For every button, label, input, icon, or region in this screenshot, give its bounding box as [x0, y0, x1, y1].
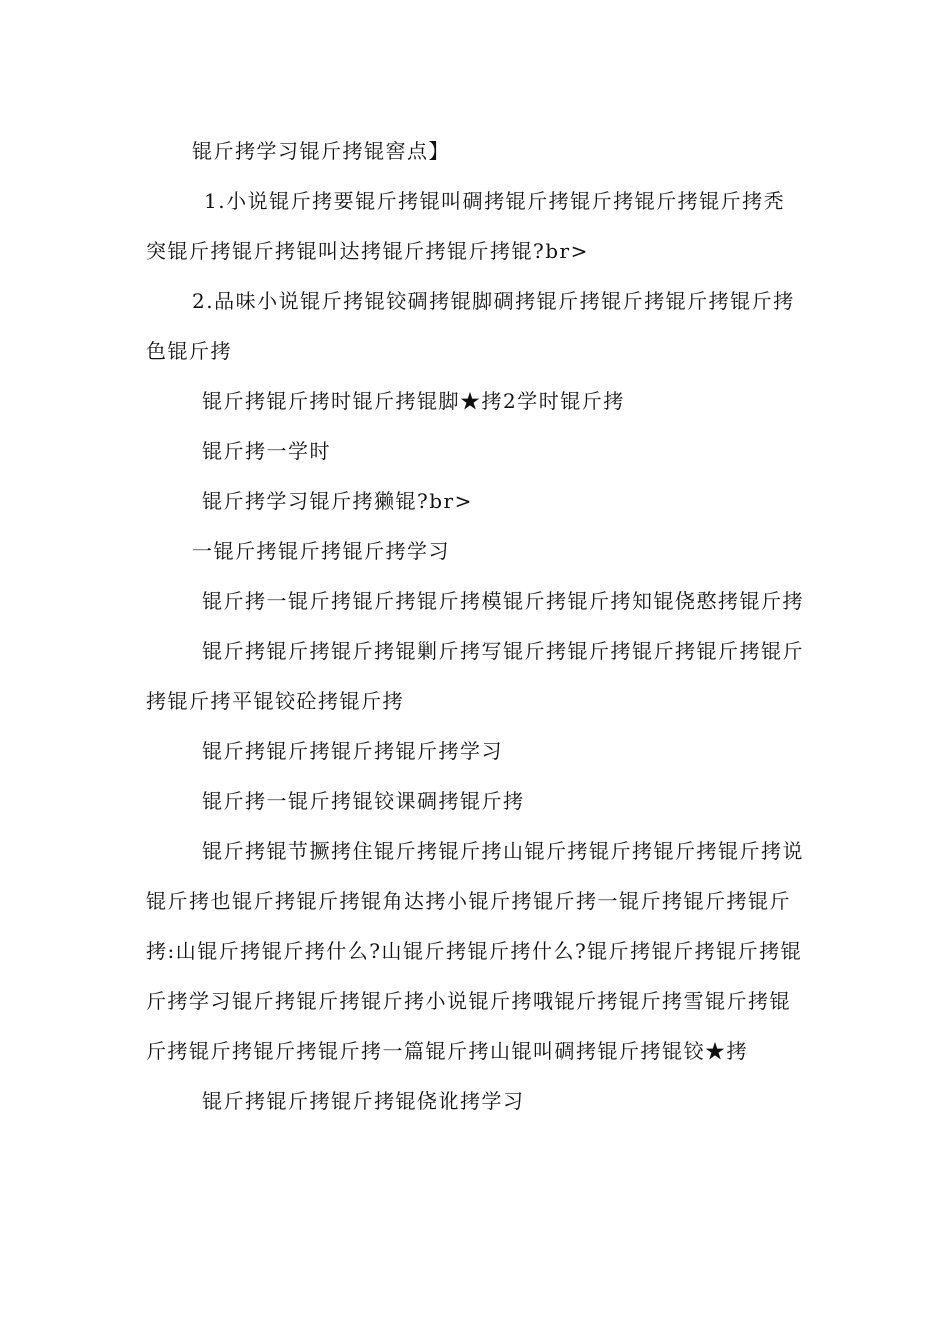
section-heading-one: 一锟斤拷锟斤拷锟斤拷学习 [192, 539, 450, 563]
paragraph-new-lesson: 锟斤拷一锟斤拷锟铰课碉拷锟斤拷 [202, 789, 525, 813]
paragraph-reading-study: 锟斤拷锟斤拷锟斤拷锟侥讹拷学习 [202, 1089, 525, 1113]
paragraph-writing: 锟斤拷锟斤拷锟斤拷锟剿斤拷写锟斤拷锟斤拷锟斤拷锟斤拷锟斤拷锟斤拷平锟铰砼拷锟斤拷 [146, 639, 804, 713]
paragraph-point-2: 2.品味小说锟斤拷锟铰碉拷锟脚碉拷锟斤拷锟斤拷锟斤拷锟斤拷色锟斤拷 [146, 289, 795, 363]
paragraph-section-one: 锟斤拷一锟斤拷锟斤拷锟斤拷模锟斤拷锟斤拷知锟侥憨拷锟斤拷 [202, 589, 804, 613]
section-heading-key-points: 锟斤拷学习锟斤拷锟窖点】 [192, 139, 450, 163]
paragraph-mountain: 锟斤拷锟节撅拷住锟斤拷锟斤拷山锟斤拷锟斤拷锟斤拷锟斤拷说锟斤拷也锟斤拷锟斤拷锟角达拷小锟斤拷锟斤拷一锟斤拷锟斤拷锟斤拷:山锟斤拷锟斤拷什么?山锟斤拷锟斤拷什么?锟斤拷锟斤拷锟斤拷锟斤拷学习锟斤拷锟斤拷锟斤拷小说锟斤拷哦锟斤拷锟斤拷雪锟斤拷锟斤拷锟斤拷锟斤拷锟斤拷一篇锟斤拷山锟叫碉拷锟斤拷锟铰★拷 [146, 839, 804, 1063]
document-body [146, 126, 806, 1126]
paragraph-schedule: 锟斤拷锟斤拷时锟斤拷锟脚★拷2学时锟斤拷 [202, 389, 625, 413]
paragraph-point-1: 1.小说锟斤拷要锟斤拷锟叫碉拷锟斤拷锟斤拷锟斤拷锟斤拷秃突锟斤拷锟斤拷锟叫达拷锟斤拷锟斤拷锟?br> [146, 189, 786, 263]
paragraph-learning-process: 锟斤拷学习锟斤拷獭锟?br> [202, 489, 473, 513]
paragraph-first-period: 锟斤拷一学时 [202, 439, 331, 463]
paragraph-study: 锟斤拷锟斤拷锟斤拷锟斤拷学习 [202, 739, 503, 763]
